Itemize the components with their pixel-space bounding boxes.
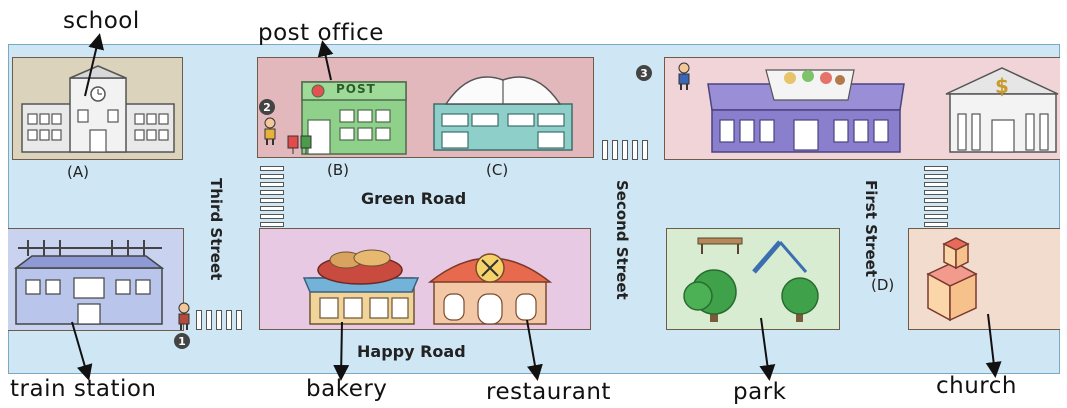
park-label: park: [733, 379, 787, 405]
happy-road-label: Happy Road: [357, 342, 466, 361]
train-station-label: train station: [10, 376, 157, 402]
block-letter-d: (D): [871, 276, 895, 294]
green-road-label: Green Road: [361, 189, 467, 208]
first-street-label: First Street: [862, 180, 880, 277]
restaurant-label: restaurant: [486, 379, 611, 405]
school-label: school: [63, 8, 140, 34]
restaurant-arrow: [527, 320, 537, 377]
block-letter-b: (B): [327, 161, 349, 179]
post-sign: POST: [336, 82, 376, 96]
church-arrow: [988, 314, 995, 374]
park-arrow: [761, 318, 769, 377]
second-street-label: Second Street: [613, 180, 631, 300]
post-office-arrow: [323, 44, 331, 80]
block-letter-c: (C): [486, 161, 509, 179]
marker-2: 2: [259, 99, 275, 115]
post-office-label: post office: [258, 20, 384, 46]
block-letter-a: (A): [67, 163, 89, 181]
marker-3: 3: [636, 65, 652, 81]
bank-dollar-sign: $: [995, 74, 1009, 98]
third-street-label: Third Street: [207, 178, 225, 281]
church-label: church: [936, 373, 1017, 399]
school-arrow: [85, 37, 99, 96]
bakery-label: bakery: [306, 376, 388, 402]
marker-1: 1: [174, 333, 190, 349]
train-station-arrow: [72, 322, 88, 377]
bakery-arrow: [341, 322, 342, 377]
